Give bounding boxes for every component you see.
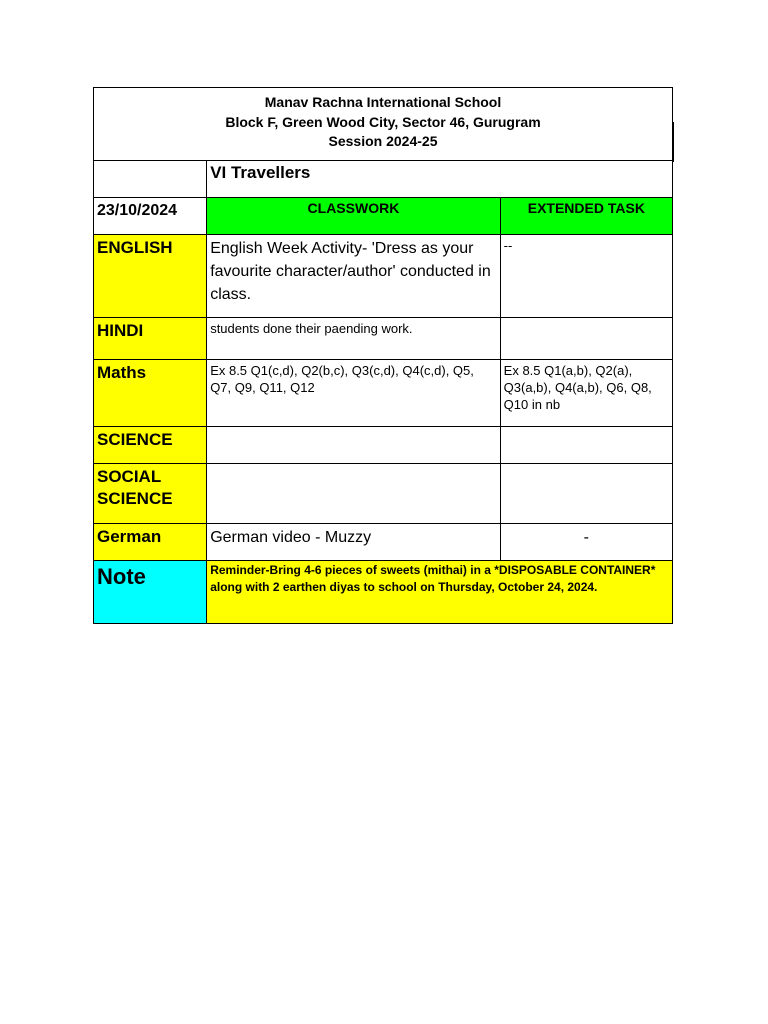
- subject-label: SOCIAL SCIENCE: [94, 464, 207, 524]
- extended-task-cell: [500, 464, 672, 524]
- session-label: Session 2024-25: [328, 133, 438, 149]
- subject-label: Maths: [94, 360, 207, 427]
- classwork-header: CLASSWORK: [207, 198, 500, 235]
- subject-label: ENGLISH: [94, 235, 207, 318]
- classwork-cell: [207, 464, 500, 524]
- homework-table: [93, 87, 673, 624]
- table-row: [94, 360, 673, 427]
- classwork-cell: Ex 8.5 Q1(c,d), Q2(b,c), Q3(c,d), Q4(c,d), Q5, Q7, Q9, Q11, Q12: [207, 360, 500, 427]
- subject-label: German: [94, 524, 207, 561]
- classwork-cell: German video - Muzzy: [207, 524, 500, 561]
- border-artifact: [673, 122, 676, 162]
- extended-task-header: EXTENDED TASK: [500, 198, 672, 235]
- classwork-cell: English Week Activity- 'Dress as your favourite character/author' conducted in class.: [207, 235, 500, 318]
- extended-task-cell: Ex 8.5 Q1(a,b), Q2(a), Q3(a,b), Q4(a,b), Q6, Q8, Q10 in nb: [500, 360, 672, 427]
- note-text: Reminder-Bring 4-6 pieces of sweets (mithai) in a *DISPOSABLE CONTAINER* along with 2 earthen diyas to school on Thursday, October 24, 2024.: [207, 561, 673, 624]
- extended-task-cell: [500, 427, 672, 464]
- school-name: Manav Rachna International School: [264, 94, 502, 110]
- date-cell: 23/10/2024: [94, 198, 207, 235]
- table-row: [94, 524, 673, 561]
- blank-cell: [94, 161, 207, 198]
- classwork-cell: students done their paending work.: [207, 318, 500, 360]
- extended-task-cell: [500, 318, 672, 360]
- extended-task-cell: -: [500, 524, 672, 561]
- class-name: VI Travellers: [207, 161, 673, 198]
- table-row: [94, 318, 673, 360]
- school-address: Block F, Green Wood City, Sector 46, Gurugram: [225, 113, 541, 130]
- table-row: [94, 464, 673, 524]
- note-label: Note: [94, 561, 207, 624]
- classwork-cell: [207, 427, 500, 464]
- table-row: [94, 235, 673, 318]
- subject-label: SCIENCE: [94, 427, 207, 464]
- table-row: [94, 427, 673, 464]
- extended-task-cell: --: [500, 235, 672, 318]
- subject-label: HINDI: [94, 318, 207, 360]
- school-header: [94, 88, 673, 161]
- note-row: [94, 561, 673, 624]
